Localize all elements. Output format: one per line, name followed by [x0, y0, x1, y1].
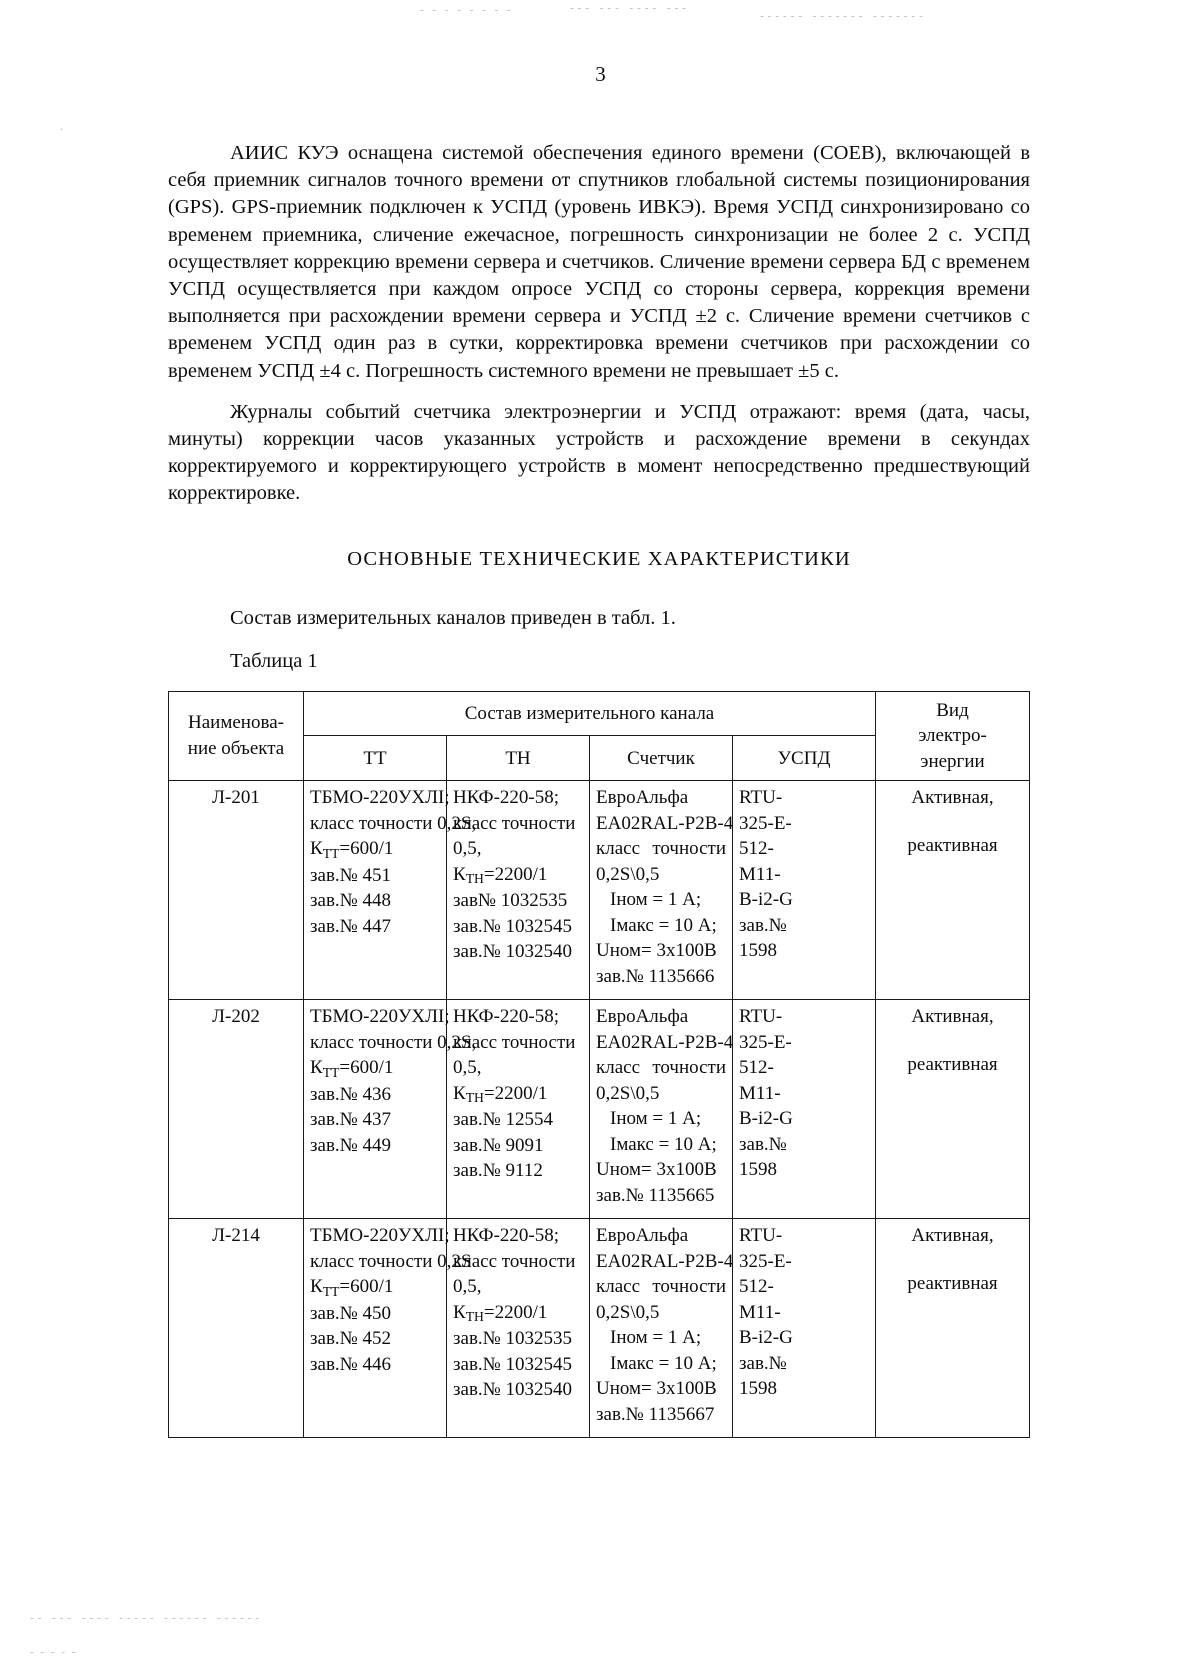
tn-ratio-value: =2200/1	[483, 863, 548, 885]
tn-serial: зав.№ 1032535	[453, 1328, 573, 1350]
header-kind-line2: электро-	[918, 725, 987, 747]
tn-ratio-sub: ТН	[465, 1309, 484, 1325]
kind-reactive: реактивная	[907, 1272, 998, 1294]
kind-active: Активная,	[911, 1006, 994, 1028]
tt-serial: зав.№ 451	[310, 864, 392, 886]
uspd-line: 512-	[739, 838, 774, 860]
table-header-row-1	[169, 691, 1030, 736]
tn-ratio	[453, 1300, 583, 1327]
tn-serial: зав.№ 1032540	[453, 1379, 573, 1401]
meter-inom: Iном = 1 А;	[610, 1108, 702, 1130]
uspd-line: зав.№	[739, 1352, 787, 1374]
tt-ratio-value: =600/1	[339, 1057, 394, 1079]
uspd-line: RTU-	[739, 1006, 783, 1028]
meter-accuracy-word2: точности	[652, 1276, 726, 1298]
header-kind-line1: Вид	[936, 699, 969, 721]
tt-ratio-sub: ТТ	[322, 845, 340, 861]
meter-accuracy-line1	[596, 1055, 726, 1081]
meter-accuracy-word1: класс	[596, 1057, 641, 1079]
tt-accuracy: класс точности 0,2S,	[310, 812, 477, 834]
meter-model: EA02RAL-P2B-4	[596, 1031, 734, 1053]
uspd-line: 1598	[739, 1159, 777, 1181]
uspd-line: B-i2-G	[739, 1327, 793, 1349]
table-caption: Таблица 1	[230, 649, 318, 672]
header-object-line2: ние объекта	[187, 737, 285, 759]
meter-accuracy-word2: точности	[652, 838, 726, 860]
tn-serial: зав.№ 9091	[453, 1134, 544, 1156]
tn-ratio-sub: ТН	[465, 871, 484, 887]
tn-serial: зав.№ 9112	[453, 1160, 543, 1182]
document-body	[168, 140, 1030, 1438]
tn-serial: зав.№ 1032545	[453, 1353, 573, 1375]
meter-accuracy-word1: класс	[596, 838, 641, 860]
tt-ratio-value: =600/1	[339, 838, 394, 860]
scan-artifact-bottom-left: -- --- ---- ----- ------ ------	[30, 1612, 263, 1624]
header-tt: ТТ	[304, 736, 447, 781]
uspd-line: RTU-	[739, 787, 783, 809]
cell-energy-kind	[876, 781, 1030, 1000]
tn-ratio	[453, 862, 583, 889]
table-row	[169, 1219, 1030, 1438]
cell-meter	[590, 1000, 733, 1219]
tn-accuracy-line1: класс точности	[453, 1250, 576, 1272]
cell-tn	[447, 1000, 590, 1219]
lead-in-text: Состав измерительных каналов приведен в табл. 1.	[230, 606, 676, 629]
kind-active: Активная,	[911, 787, 994, 809]
uspd-line: M11-	[739, 1082, 781, 1104]
section-title: ОСНОВНЫЕ ТЕХНИЧЕСКИЕ ХАРАКТЕРИСТИКИ	[347, 547, 851, 570]
meter-model: EA02RAL-P2B-4	[596, 1250, 734, 1272]
page-number: 3	[595, 62, 606, 86]
meter-unom: Uном= 3х100В	[596, 1378, 717, 1400]
cell-uspd	[733, 781, 876, 1000]
scan-artifact-top-right-2: ------ ------- -------	[760, 10, 927, 22]
tt-model: ТБМО-220УХЛI;	[310, 1006, 450, 1028]
tn-serial: зав.№ 1032545	[453, 915, 573, 937]
tn-accuracy-line2: 0,5,	[453, 1057, 482, 1079]
tn-ratio-prefix: К	[453, 1082, 466, 1104]
uspd-line: 325-E-	[739, 1031, 792, 1053]
tt-serial: зав.№ 446	[310, 1353, 392, 1375]
tt-serial: зав.№ 437	[310, 1109, 392, 1131]
table-row	[169, 781, 1030, 1000]
meter-unom: Uном= 3х100В	[596, 1159, 717, 1181]
meter-imax: Iмакс = 10 А;	[610, 1133, 717, 1155]
tt-serial: зав.№ 448	[310, 890, 392, 912]
tt-ratio	[310, 836, 440, 863]
uspd-line: зав.№	[739, 1133, 787, 1155]
meter-serial: зав.№ 1135666	[596, 965, 715, 987]
paragraph-event-logs: Журналы событий счетчика электроэнергии и УСПД отражают: время (дата, часы, минуты) коррекции часов указанных устройств и расхождение времени в секундах корректируемого и корректирующего устройств в момент непосредственно предшествующий корректировке.	[168, 400, 1030, 505]
meter-accuracy-line1	[596, 836, 726, 862]
tt-ratio-prefix: К	[310, 1057, 323, 1079]
meter-imax: Iмакс = 10 А;	[610, 1352, 717, 1374]
table-body	[169, 781, 1030, 1438]
tn-accuracy-line2: 0,5,	[453, 1276, 482, 1298]
cell-object: Л-201	[169, 781, 304, 1000]
uspd-line: M11-	[739, 863, 781, 885]
header-kind-line3: энергии	[920, 750, 985, 772]
meter-imax: Iмакс = 10 А;	[610, 914, 717, 936]
tt-serial: зав.№ 447	[310, 915, 392, 937]
cell-meter	[590, 1219, 733, 1438]
paragraph-soev: АИИС КУЭ оснащена системой обеспечения единого времени (СОЕВ), включающей в себя приемник сигналов точного времени от спутников глобальной системы позиционирования (GPS). GPS-приемник подключен к УСПД (уровень ИВКЭ). Время УСПД синхронизировано со временем приемника, сличение ежечасное, погрешность синхронизации не более 2 с. УСПД осуществляет коррекцию времени сервера и счетчиков. Сличение времени сервера БД с временем УСПД осуществляется при каждом опросе УСПД со стороны сервера, коррекция времени выполняется при расхождении времени сервера и УСПД ±2 с. Сличение времени счетчиков с временем УСПД один раз в сутки, корректировка времени счетчиков при расхождении со временем УСПД ±4 с. Погрешность системного времени не превышает ±5 с.	[168, 142, 1030, 382]
table-head	[169, 691, 1030, 781]
tt-ratio-prefix: К	[310, 1276, 323, 1298]
header-energy-kind	[876, 691, 1030, 781]
meter-inom: Iном = 1 А;	[610, 889, 702, 911]
tt-serial: зав.№ 450	[310, 1302, 392, 1324]
header-channel-group: Состав измерительного канала	[304, 691, 876, 736]
tn-ratio	[453, 1081, 583, 1108]
header-uspd: УСПД	[733, 736, 876, 781]
tn-ratio-value: =2200/1	[483, 1301, 548, 1323]
uspd-line: B-i2-G	[739, 1108, 793, 1130]
uspd-line: RTU-	[739, 1225, 783, 1247]
tn-model: НКФ-220-58;	[453, 1225, 560, 1247]
tt-ratio	[310, 1274, 440, 1301]
tn-accuracy-line2: 0,5,	[453, 838, 482, 860]
header-object	[169, 691, 304, 781]
measuring-channels-table	[168, 691, 1030, 1439]
scan-artifact-top-right: --- --- ---- ---	[570, 2, 690, 14]
kind-active: Активная,	[911, 1225, 994, 1247]
tn-accuracy-line1: класс точности	[453, 1031, 576, 1053]
cell-uspd	[733, 1219, 876, 1438]
tn-serial: зав.№ 12554	[453, 1109, 554, 1131]
meter-brand: ЕвроАльфа	[596, 1225, 689, 1247]
meter-accuracy-word2: точности	[652, 1057, 726, 1079]
kind-spacer	[882, 1030, 1023, 1052]
meter-serial: зав.№ 1135665	[596, 1184, 715, 1206]
uspd-line: M11-	[739, 1301, 781, 1323]
cell-tn	[447, 781, 590, 1000]
tt-model: ТБМО-220УХЛI;	[310, 1225, 450, 1247]
meter-accuracy-word1: класс	[596, 1276, 641, 1298]
tt-ratio-value: =600/1	[339, 1276, 394, 1298]
kind-reactive: реактивная	[907, 834, 998, 856]
header-tn: ТН	[447, 736, 590, 781]
tn-serial: зав.№ 1032540	[453, 941, 573, 963]
scan-artifact-dot: .	[60, 118, 64, 133]
header-meter: Счетчик	[590, 736, 733, 781]
meter-unom: Uном= 3х100В	[596, 940, 717, 962]
uspd-line: зав.№	[739, 914, 787, 936]
meter-accuracy-line2: 0,2S\0,5	[596, 1082, 660, 1104]
tn-model: НКФ-220-58;	[453, 787, 560, 809]
tt-ratio-sub: ТТ	[322, 1064, 340, 1080]
kind-reactive: реактивная	[907, 1053, 998, 1075]
meter-serial: зав.№ 1135667	[596, 1403, 715, 1425]
tt-accuracy: класс точности 0,2S,	[310, 1031, 477, 1053]
cell-energy-kind	[876, 1219, 1030, 1438]
tn-ratio-prefix: К	[453, 863, 466, 885]
tn-ratio-sub: ТН	[465, 1090, 484, 1106]
tn-model: НКФ-220-58;	[453, 1006, 560, 1028]
meter-model: EA02RAL-P2B-4	[596, 812, 734, 834]
meter-accuracy-line2: 0,2S\0,5	[596, 863, 660, 885]
cell-energy-kind	[876, 1000, 1030, 1219]
uspd-line: 512-	[739, 1057, 774, 1079]
kind-spacer	[882, 811, 1023, 833]
meter-brand: ЕвроАльфа	[596, 787, 689, 809]
tt-serial: зав.№ 449	[310, 1134, 392, 1156]
tt-ratio	[310, 1055, 440, 1082]
tn-ratio-prefix: К	[453, 1301, 466, 1323]
tt-serial: зав.№ 436	[310, 1083, 392, 1105]
cell-object: Л-202	[169, 1000, 304, 1219]
meter-accuracy-line1	[596, 1274, 726, 1300]
header-object-line1: Наименова-	[188, 712, 284, 734]
tt-model: ТБМО-220УХЛI;	[310, 787, 450, 809]
uspd-line: 512-	[739, 1276, 774, 1298]
uspd-line: 325-E-	[739, 812, 792, 834]
uspd-line: B-i2-G	[739, 889, 793, 911]
cell-meter	[590, 781, 733, 1000]
uspd-line: 1598	[739, 1378, 777, 1400]
scan-artifact-top-left: - - - - - - - -	[420, 4, 514, 16]
tt-serial: зав.№ 452	[310, 1328, 392, 1350]
scan-artifact-bottom-left-2: - - - - -	[30, 1646, 78, 1658]
kind-spacer	[882, 1249, 1023, 1271]
meter-brand: ЕвроАльфа	[596, 1006, 689, 1028]
uspd-line: 325-E-	[739, 1250, 792, 1272]
tn-serial: зав№ 1032535	[453, 890, 568, 912]
cell-tn	[447, 1219, 590, 1438]
cell-object: Л-214	[169, 1219, 304, 1438]
uspd-line: 1598	[739, 940, 777, 962]
tt-ratio-prefix: К	[310, 838, 323, 860]
table-row	[169, 1000, 1030, 1219]
tn-accuracy-line1: класс точности	[453, 812, 576, 834]
tt-accuracy: класс точности 0,2S	[310, 1250, 472, 1272]
tt-ratio-sub: ТТ	[322, 1283, 340, 1299]
meter-accuracy-line2: 0,2S\0,5	[596, 1301, 660, 1323]
tn-ratio-value: =2200/1	[483, 1082, 548, 1104]
meter-inom: Iном = 1 А;	[610, 1327, 702, 1349]
cell-uspd	[733, 1000, 876, 1219]
